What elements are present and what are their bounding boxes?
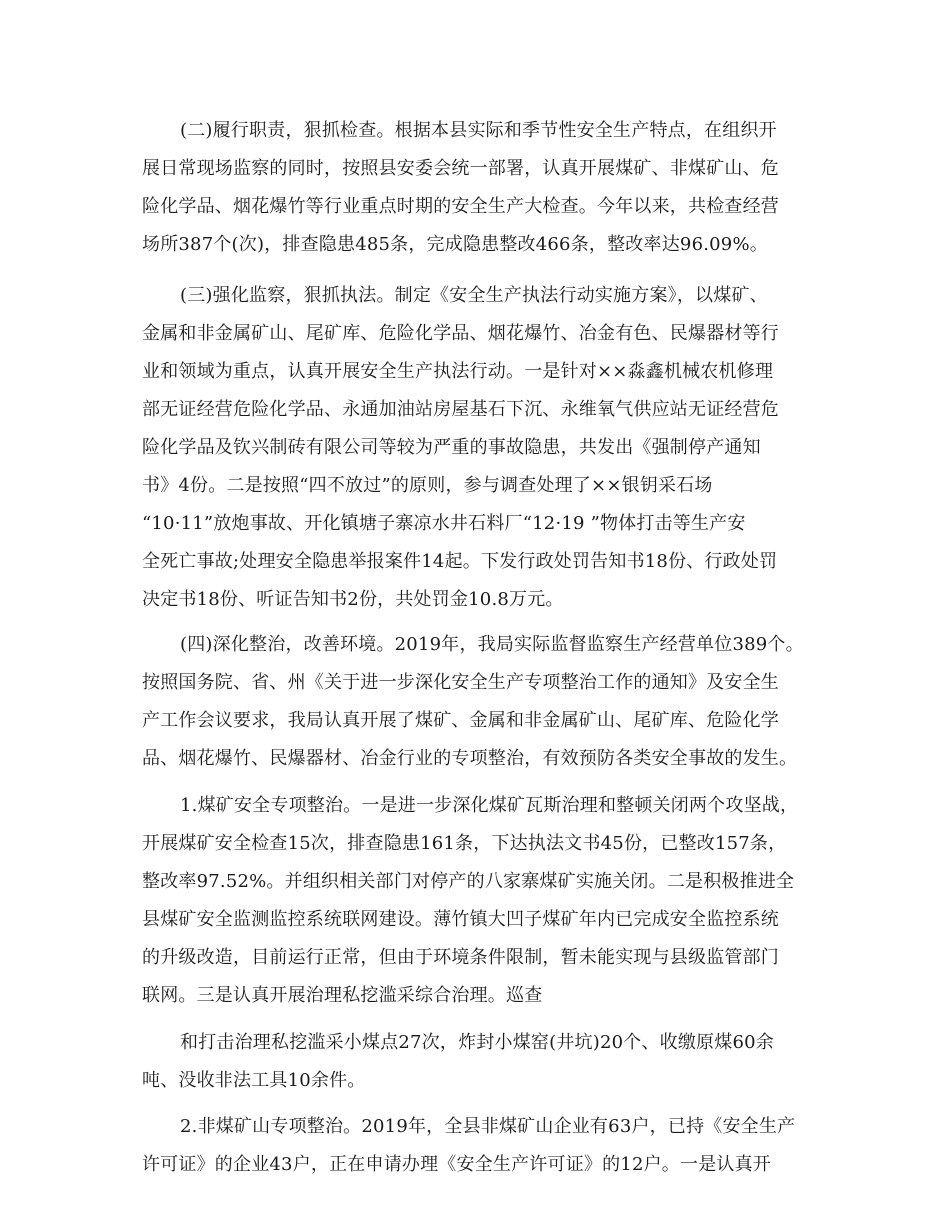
paragraph-2-line-4: 场所387个(次)，排查隐患485条，完成隐患整改466条，整改率达96.09%。 [142, 234, 768, 255]
paragraph-7-line-2: 许可证》的企业43户，正在申请办理《安全生产许可证》的12户。一是认真开 [142, 1154, 772, 1175]
paragraph-2-line-1: (二)履行职责，狠抓检查。根据本县实际和季节性安全生产特点，在组织开 [180, 120, 777, 141]
paragraph-2-line-3: 险化学品、烟花爆竹等行业重点时期的安全生产大检查。今年以来，共检查经营 [142, 196, 779, 217]
paragraph-4-line-4: 品、烟花爆竹、民爆器材、冶金行业的专项整治，有效预防各类安全事故的发生。 [142, 748, 798, 769]
paragraph-3-line-3: 业和领域为重点，认真开展安全生产执法行动。一是针对××淼鑫机械农机修理 [142, 361, 774, 382]
paragraph-3-line-6: 书》4份。二是按照“四不放过”的原则，参与调查处理了××银钥采石场 [142, 475, 713, 496]
paragraph-6-line-1: 和打击治理私挖滥采小煤点27次，炸封小煤窑(井坑)20个、收缴原煤60余 [180, 1032, 774, 1053]
paragraph-3-line-7: “10·11”放炮事故、开化镇塘子寨凉水井石料厂“12·19 ”物体打击等生产安 [142, 513, 746, 534]
paragraph-4-line-3: 产工作会议要求，我局认真开展了煤矿、金属和非金属矿山、尾矿库、危险化学 [142, 710, 779, 731]
paragraph-2-line-2: 展日常现场监察的同时，按照县安委会统一部署，认真开展煤矿、非煤矿山、危 [142, 158, 779, 179]
paragraph-7-line-1: 2.非煤矿山专项整治。2019年，全县非煤矿山企业有63户，已持《安全生产 [180, 1116, 796, 1137]
paragraph-5-line-4: 县煤矿安全监测监控系统联网建设。薄竹镇大凹子煤矿年内已完成安全监控系统 [142, 909, 779, 930]
paragraph-6-line-2: 吨、没收非法工具10余件。 [142, 1070, 366, 1091]
paragraph-3-line-1: (三)强化监察，狠抓执法。制定《安全生产执法行动实施方案》，以煤矿、 [180, 285, 768, 306]
paragraph-4-line-1: (四)深化整治，改善环境。2019年，我局实际监督监察生产经营单位389个。 [180, 634, 804, 655]
paragraph-5-line-1: 1.煤矿安全专项整治。一是进一步深化煤矿瓦斯治理和整顿关闭两个攻坚战， [180, 795, 799, 816]
paragraph-3-line-5: 险化学品及钦兴制砖有限公司等较为严重的事故隐患，共发出《强制停产通知 [142, 437, 761, 458]
paragraph-3-line-2: 金属和非金属矿山、尾矿库、危险化学品、烟花爆竹、冶金有色、民爆器材等行 [142, 323, 779, 344]
paragraph-5-line-2: 开展煤矿安全检查15次，排查隐患161条，下达执法文书45份，已整改157条， [142, 833, 787, 854]
paragraph-3-line-8: 全死亡事故;处理安全隐患举报案件14起。下发行政处罚告知书18份、行政处罚 [142, 551, 778, 572]
paragraph-3-line-9: 决定书18份、听证告知书2份，共处罚金10.8万元。 [142, 589, 564, 610]
paragraph-5-line-3: 整改率97.52%。并组织相关部门对停产的八家寨煤矿实施关闭。二是积极推进全 [142, 871, 795, 892]
paragraph-4-line-2: 按照国务院、省、州《关于进一步深化安全生产专项整治工作的通知》及安全生 [142, 672, 779, 693]
paragraph-5-line-6: 联网。三是认真开展治理私挖滥采综合治理。巡查 [142, 985, 543, 1006]
paragraph-3-line-4: 部无证经营危险化学品、永通加油站房屋基石下沉、永维氧气供应站无证经营危 [142, 399, 779, 420]
paragraph-5-line-5: 的升级改造，目前运行正常，但由于环境条件限制，暂未能实现与县级监管部门 [142, 947, 779, 968]
